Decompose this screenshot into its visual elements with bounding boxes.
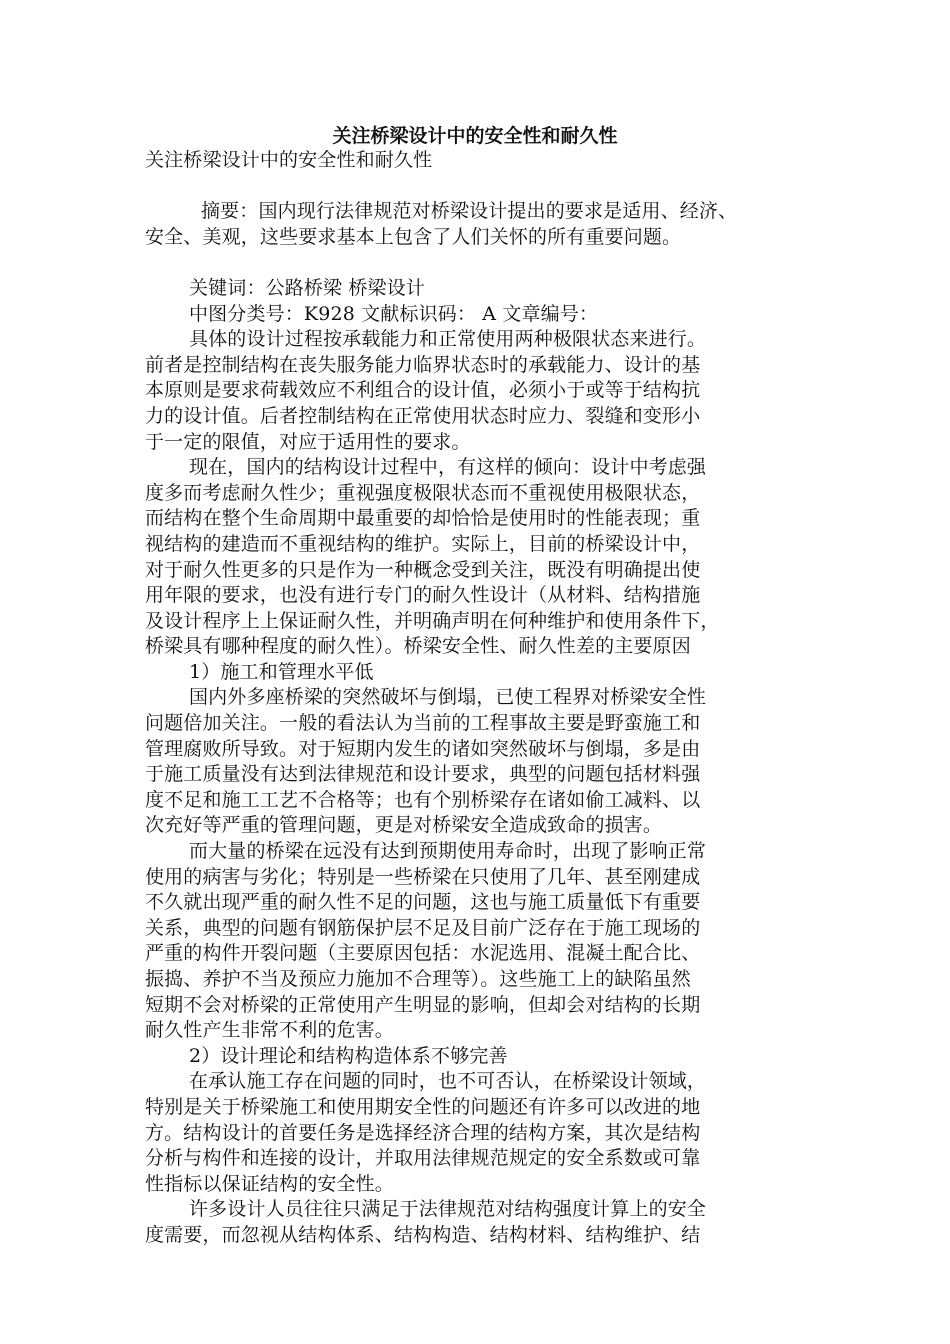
paragraph-1 [145,327,805,455]
paragraph-line: 具体的设计过程按承载能力和正常使用两种极限状态来进行。 [189,328,707,351]
classification: 中图分类号：K928 文献标识码： A 文章编号： [189,302,599,325]
paragraph-2 [145,455,805,660]
paragraph-6 [145,1197,805,1248]
blank-line [145,174,805,200]
paragraph-line: 力的设计值。后者控制结构在正常使用状态时应力、裂缝和变形小 [145,404,701,427]
paragraph-line: 国内外多座桥梁的突然破坏与倒塌，已使工程界对桥梁安全性 [189,686,707,709]
paragraph-line: 视结构的建造而不重视结构的维护。实际上，目前的桥梁设计中， [145,532,701,555]
paragraph-line: 桥梁具有哪种程度的耐久性）。桥梁安全性、耐久性差的主要原因 [145,635,691,658]
paragraph-line: 使用的病害与劣化；特别是一些桥梁在只使用了几年、甚至刚建成 [145,865,701,888]
paragraph-line: 本原则是要求荷载效应不利组合的设计值，必须小于或等于结构抗 [145,379,701,402]
document-subtitle: 关注桥梁设计中的安全性和耐久性 [145,149,433,171]
paragraph-line: 在承认施工存在问题的同时，也不可否认，在桥梁设计领域， [189,1070,707,1093]
paragraph-line: 及设计程序上上保证耐久性，并明确声明在何种维护和使用条件下， [145,609,720,632]
paragraph-line: 现在，国内的结构设计过程中，有这样的倾向：设计中考虑强 [189,456,707,479]
paragraph-line: 用年限的要求，也没有进行专门的耐久性设计（从材料、结构措施 [145,584,701,607]
blank-line [145,250,805,276]
paragraph-line: 性指标以保证结构的安全性。 [145,1172,394,1195]
paragraph-5 [145,1069,805,1197]
paragraph-line: 度需要，而忽视从结构体系、结构构造、结构材料、结构维护、结 [145,1223,701,1246]
paragraph-line: 严重的构件开裂问题（主要原因包括：水泥选用、混凝土配合比、 [145,942,701,965]
document-body [145,148,805,1249]
paragraph-line: 而结构在整个生命周期中最重要的却恰恰是使用时的性能表现；重 [145,507,701,530]
paragraph-line: 于施工质量没有达到法律规范和设计要求，典型的问题包括材料强 [145,763,701,786]
paragraph-line: 管理腐败所导致。对于短期内发生的诸如突然破坏与倒塌，多是由 [145,737,701,760]
section-heading: 1）施工和管理水平低 [189,660,374,683]
paragraph-line: 许多设计人员往往只满足于法律规范对结构强度计算上的安全 [189,1198,707,1221]
paragraph-3 [145,685,805,839]
paragraph-line: 而大量的桥梁在远没有达到预期使用寿命时，出现了影响正常 [189,840,707,863]
paragraph-line: 关系，典型的问题有钢筋保护层不足及目前广泛存在于施工现场的 [145,916,701,939]
paragraph-line: 问题倍加关注。一般的看法认为当前的工程事故主要是野蛮施工和 [145,712,701,735]
paragraph-4 [145,839,805,1044]
paragraph-line: 对于耐久性更多的只是作为一种概念受到关注，既没有明确提出使 [145,558,701,581]
abstract-line: 摘要：国内现行法律规范对桥梁设计提出的要求是适用、经济、 [201,200,738,223]
paragraph-line: 前者是控制结构在丧失服务能力临界状态时的承载能力、设计的基 [145,353,701,376]
paragraph-line: 方。结构设计的首要任务是选择经济合理的结构方案，其次是结构 [145,1121,701,1144]
abstract [145,199,805,250]
paragraph-line: 短期不会对桥梁的正常使用产生明显的影响，但却会对结构的长期 [145,993,701,1016]
abstract-line: 安全、美观，这些要求基本上包含了人们关怀的所有重要问题。 [145,225,682,248]
paragraph-line: 不久就出现严重的耐久性不足的问题，这也与施工质量低下有重要 [145,891,701,914]
paragraph-line: 特别是关于桥梁施工和使用期安全性的问题还有许多可以改进的地 [145,1095,701,1118]
keywords: 关键词：公路桥梁 桥梁设计 [189,276,425,299]
paragraph-line: 耐久性产生非常不利的危害。 [145,1019,394,1042]
paragraph-line: 度不足和施工工艺不合格等；也有个别桥梁存在诸如偷工减料、以 [145,788,701,811]
paragraph-line: 度多而考虑耐久性少；重视强度极限状态而不重视使用极限状态， [145,481,701,504]
paragraph-line: 次充好等严重的管理问题，更是对桥梁安全造成致命的损害。 [145,814,663,837]
section-heading: 2）设计理论和结构构造体系不够完善 [189,1044,508,1067]
paragraph-line: 分析与构件和连接的设计，并取用法律规范规定的安全系数或可靠 [145,1147,701,1170]
paragraph-line: 于一定的限值，对应于适用性的要求。 [145,430,471,453]
paragraph-line: 振捣、养护不当及预应力施加不合理等）。这些施工上的缺陷虽然 [145,968,691,990]
document-title: 关注桥梁设计中的安全性和耐久性 [332,125,618,147]
